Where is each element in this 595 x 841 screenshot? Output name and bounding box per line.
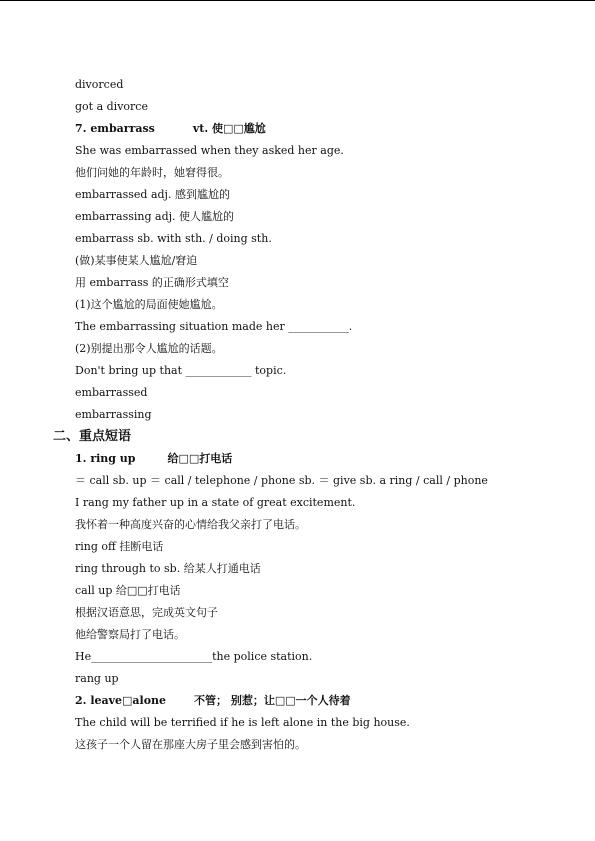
phrase-entry-ring-up [75, 448, 595, 470]
exercise-instruction: 用 embarrass 的正确形式填空 [75, 276, 229, 289]
top-border-line [0, 0, 595, 1]
text-line: ring through to sb. 给某人打通电话 [75, 562, 261, 575]
text-line: ＝ call sb. up ＝ call / telephone / phone sb. ＝ give sb. a ring / call / phone [75, 474, 488, 487]
text-line: call up 给□□打电话 [75, 584, 181, 597]
example-sentence: The child will be terrified if he is left alone in the big house. [75, 716, 410, 729]
exercise-item: He______________________the police station. [75, 650, 313, 663]
text-line: got a divorce [75, 100, 148, 113]
example-sentence: She was embarrassed when they asked her age. [75, 144, 344, 157]
exercise-item: The embarrassing situation made her ___________. [75, 320, 353, 333]
answer-line: embarrassing [75, 408, 152, 421]
phrase-definition: 不管； 别惹；让□□一个人待着 [194, 694, 351, 707]
text-line: embarrassing adj. 使人尴尬的 [75, 210, 235, 223]
example-translation: 他们问她的年龄时，她窘得很。 [75, 166, 229, 179]
answer-line: rang up [75, 672, 119, 685]
phrase-word: 1. ring up [75, 452, 136, 465]
exercise-item: 他给警察局打了电话。 [75, 628, 185, 641]
example-translation: 我怀着一种高度兴奋的心情给我父亲打了电话。 [75, 518, 306, 531]
phrase-entry-leave-alone [75, 690, 595, 712]
text-line: (做)某事使某人尴尬/窘迫 [75, 254, 198, 267]
document-body [0, 74, 595, 756]
exercise-item: (1)这个尴尬的局面使她尴尬。 [75, 298, 223, 311]
phrase-word: 2. leave□alone [75, 694, 167, 707]
text-line: ring off 挂断电话 [75, 540, 164, 553]
vocab-entry-embarrass [75, 118, 595, 140]
exercise-instruction: 根据汉语意思，完成英文句子 [75, 606, 218, 619]
exercise-item: (2)别提出那令人尴尬的话题。 [75, 342, 223, 355]
vocab-definition: vt. 使□□尴尬 [192, 122, 266, 135]
vocab-word: 7. embarrass [75, 122, 155, 135]
example-sentence: I rang my father up in a state of great excitement. [75, 496, 356, 509]
phrase-definition: 给□□打电话 [167, 452, 233, 465]
example-translation: 这孩子一个人留在那座大房子里会感到害怕的。 [75, 738, 306, 751]
text-line: embarrassed adj. 感到尴尬的 [75, 188, 230, 201]
section-heading: 二、重点短语 [53, 429, 132, 444]
answer-line: embarrassed [75, 386, 148, 399]
text-line: embarrass sb. with sth. / doing sth. [75, 232, 272, 245]
exercise-item: Don't bring up that ____________ topic. [75, 364, 287, 377]
text-line: divorced [75, 78, 124, 91]
